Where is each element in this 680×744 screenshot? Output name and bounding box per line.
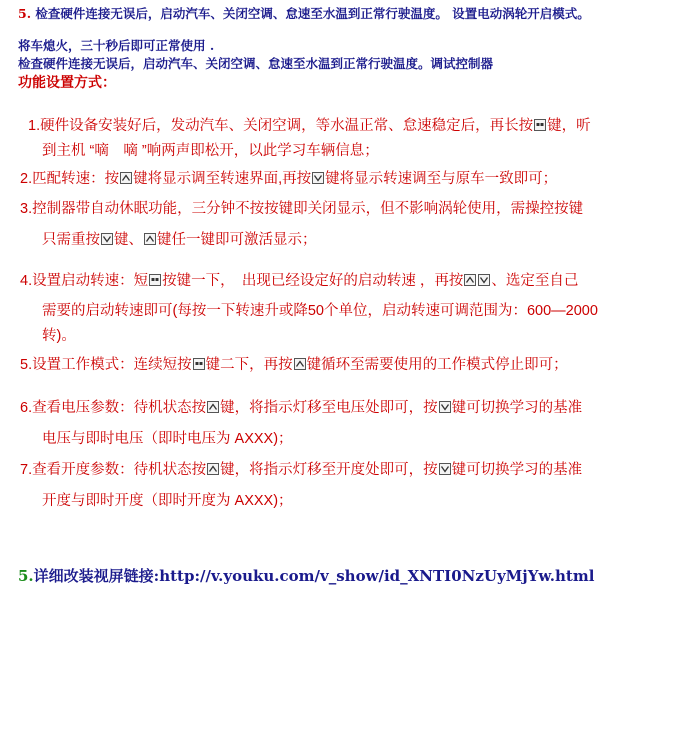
item-text: 查看开度参数：待机状态按: [32, 462, 207, 478]
item-number: 6.: [20, 400, 33, 416]
item-text: 键任一键即可激活显示；: [157, 232, 317, 248]
item-text: 键，听: [547, 118, 591, 134]
instruction-item-2: [20, 167, 557, 192]
item-text: 设置工作模式：连续短按: [32, 357, 192, 373]
set-key-icon: [193, 358, 205, 370]
item-text: 键、: [114, 232, 143, 248]
header-line-1: [18, 4, 590, 22]
item-text: 需要的启动转速即可(每按一下转速升或降50个单位，启动转速可调范围为：600—2000: [42, 303, 598, 319]
item-text: 键将显示调至转速界面,再按: [133, 171, 312, 187]
item-number: 7.: [20, 462, 33, 478]
set-key-icon: [149, 274, 161, 286]
down-arrow-key-icon: [312, 172, 324, 184]
item-text: 键可切换学习的基准: [451, 462, 583, 478]
item-text: 键，将指示灯移至开度处即可，按: [220, 462, 438, 478]
item-text: 设置启动转速：短: [32, 273, 149, 289]
header-line-1-text: 检查硬件连接无误后，启动汽车、关闭空调、怠速至水温到正常行驶温度。 设置电动涡轮开启模式。: [35, 6, 590, 21]
section-title: 功能设置方式：: [18, 75, 116, 91]
instruction-item-3: [20, 197, 583, 253]
set-key-icon: [534, 119, 546, 131]
down-arrow-key-icon: [439, 463, 451, 475]
down-arrow-key-icon: [439, 401, 451, 413]
item-number: 5.: [20, 357, 33, 373]
item-text: 只需重按: [42, 232, 100, 248]
item-number: 1.: [28, 118, 41, 134]
item-text: 键二下，再按: [205, 357, 293, 373]
down-arrow-key-icon: [478, 274, 490, 286]
item-text: 键可切换学习的基准: [451, 400, 583, 416]
link-number: 5.: [18, 567, 34, 585]
up-arrow-key-icon: [294, 358, 306, 370]
item-number: 2.: [20, 171, 33, 187]
item-text: 电压与即时电压（即时电压为 AXXX)；: [42, 431, 293, 447]
header-line-2: 将车熄火，三十秒后即可正常使用 .: [18, 38, 215, 53]
instruction-item-6: [20, 396, 582, 452]
item-text: 硬件设备安装好后，发动汽车、关闭空调，等水温正常、怠速稳定后，再长按: [40, 118, 534, 134]
instruction-item-1: [28, 114, 591, 164]
up-arrow-key-icon: [207, 463, 219, 475]
up-arrow-key-icon: [207, 401, 219, 413]
item-text: 开度与即时开度（即时开度为 AXXX)；: [42, 493, 293, 509]
video-link-line: [18, 565, 594, 586]
instruction-item-5: [20, 353, 568, 378]
instruction-item-4: [20, 269, 598, 349]
item-text: 按键一下， 出现已经设定好的启动转速 ，再按: [162, 273, 464, 289]
item-text: 键循环至需要使用的工作模式停止即可；: [306, 357, 568, 373]
up-arrow-key-icon: [120, 172, 132, 184]
item-text: 转)。: [42, 328, 76, 344]
down-arrow-key-icon: [101, 233, 113, 245]
instruction-item-7: [20, 458, 582, 514]
item-text: 匹配转速：按: [32, 171, 120, 187]
item-number: 3.: [20, 201, 33, 217]
item-text: 控制器带自动休眠功能，三分钟不按按键即关闭显示，但不影响涡轮使用，需操控按键: [32, 201, 584, 217]
item-number: 4.: [20, 273, 33, 289]
header-line-3: 检查硬件连接无误后，启动汽车、关闭空调、怠速至水温到正常行驶温度。调试控制器: [18, 56, 494, 71]
item-text: 键将显示转速调至与原车一致即可；: [325, 171, 558, 187]
up-arrow-key-icon: [144, 233, 156, 245]
item-text: 到主机 “嘀 嘀 ”响两声即松开，以此学习车辆信息；: [42, 143, 379, 159]
up-arrow-key-icon: [464, 274, 476, 286]
item-text: 键，将指示灯移至电压处即可，按: [220, 400, 438, 416]
header-line-1-number: 5.: [18, 6, 32, 21]
item-text: 、选定至自己: [491, 273, 579, 289]
video-link[interactable]: 详细改装视屏链接:http://v.youku.com/v_show/id_XNTI0NzUyMjYw.html: [33, 567, 595, 585]
item-text: 查看电压参数：待机状态按: [32, 400, 207, 416]
